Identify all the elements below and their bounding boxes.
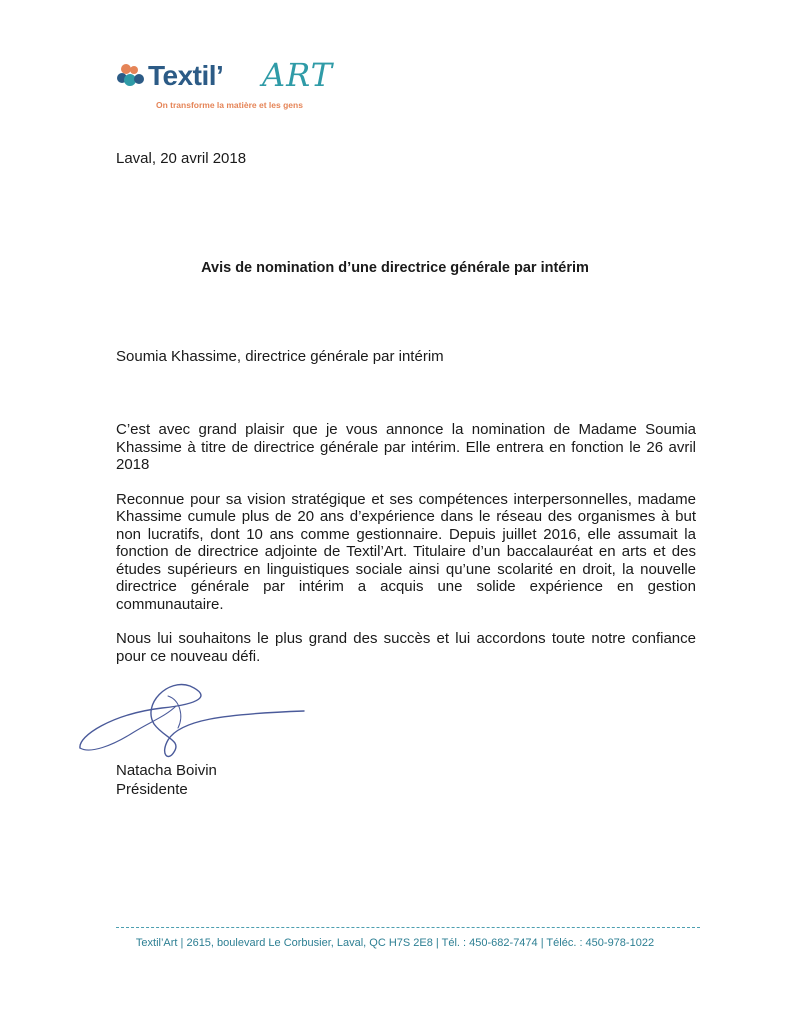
letter-body bbox=[116, 421, 696, 682]
handwritten-signature bbox=[72, 676, 312, 766]
letter-recipient: Soumia Khassime, directrice générale par intérim bbox=[116, 348, 444, 365]
logo-tagline: On transforme la matière et les gens bbox=[156, 100, 303, 110]
body-paragraph: C’est avec grand plaisir que je vous annonce la nomination de Madame Soumia Khassime à titre de directrice générale par intérim. Elle entrera en fonction le 26 avril 2018 bbox=[116, 421, 696, 473]
logo-word-textil: Textil’ bbox=[148, 60, 224, 91]
letter-subject: Avis de nomination d’une directrice générale par intérim bbox=[201, 260, 589, 276]
body-paragraph: Nous lui souhaitons le plus grand des succès et lui accordons toute notre confiance pour ce nouveau défi. bbox=[116, 630, 696, 665]
logo-mark-icon bbox=[116, 60, 148, 92]
logo-word-art: ART bbox=[262, 56, 333, 94]
footer-contact: Textil’Art | 2615, boulevard Le Corbusier, Laval, QC H7S 2E8 | Tél. : 450-682-7474 | Téléc. : 450-978-1022 bbox=[135, 937, 655, 949]
signer-name: Natacha Boivin bbox=[116, 762, 217, 779]
footer-divider bbox=[116, 927, 700, 928]
signer-title: Présidente bbox=[116, 781, 188, 798]
body-paragraph: Reconnue pour sa vision stratégique et ses compétences interpersonnelles, madame Khassime cumule plus de 20 ans d’expérience dans le réseau des organismes à but non lucratifs, dont 10 ans comme gestionnaire. Depuis juillet 2016, elle assumait la fonction de directrice adjointe de Textil’Art. Titulaire d’un baccalauréat en arts et des études supérieurs en linguistiques sociale ainsi qu’une scolarité en droit, la nouvelle directrice générale par intérim a acquis une solide expérience en gestion communautaire. bbox=[116, 490, 696, 613]
signer-block bbox=[116, 761, 217, 799]
company-logo bbox=[116, 56, 333, 116]
letter-date: Laval, 20 avril 2018 bbox=[116, 150, 247, 167]
